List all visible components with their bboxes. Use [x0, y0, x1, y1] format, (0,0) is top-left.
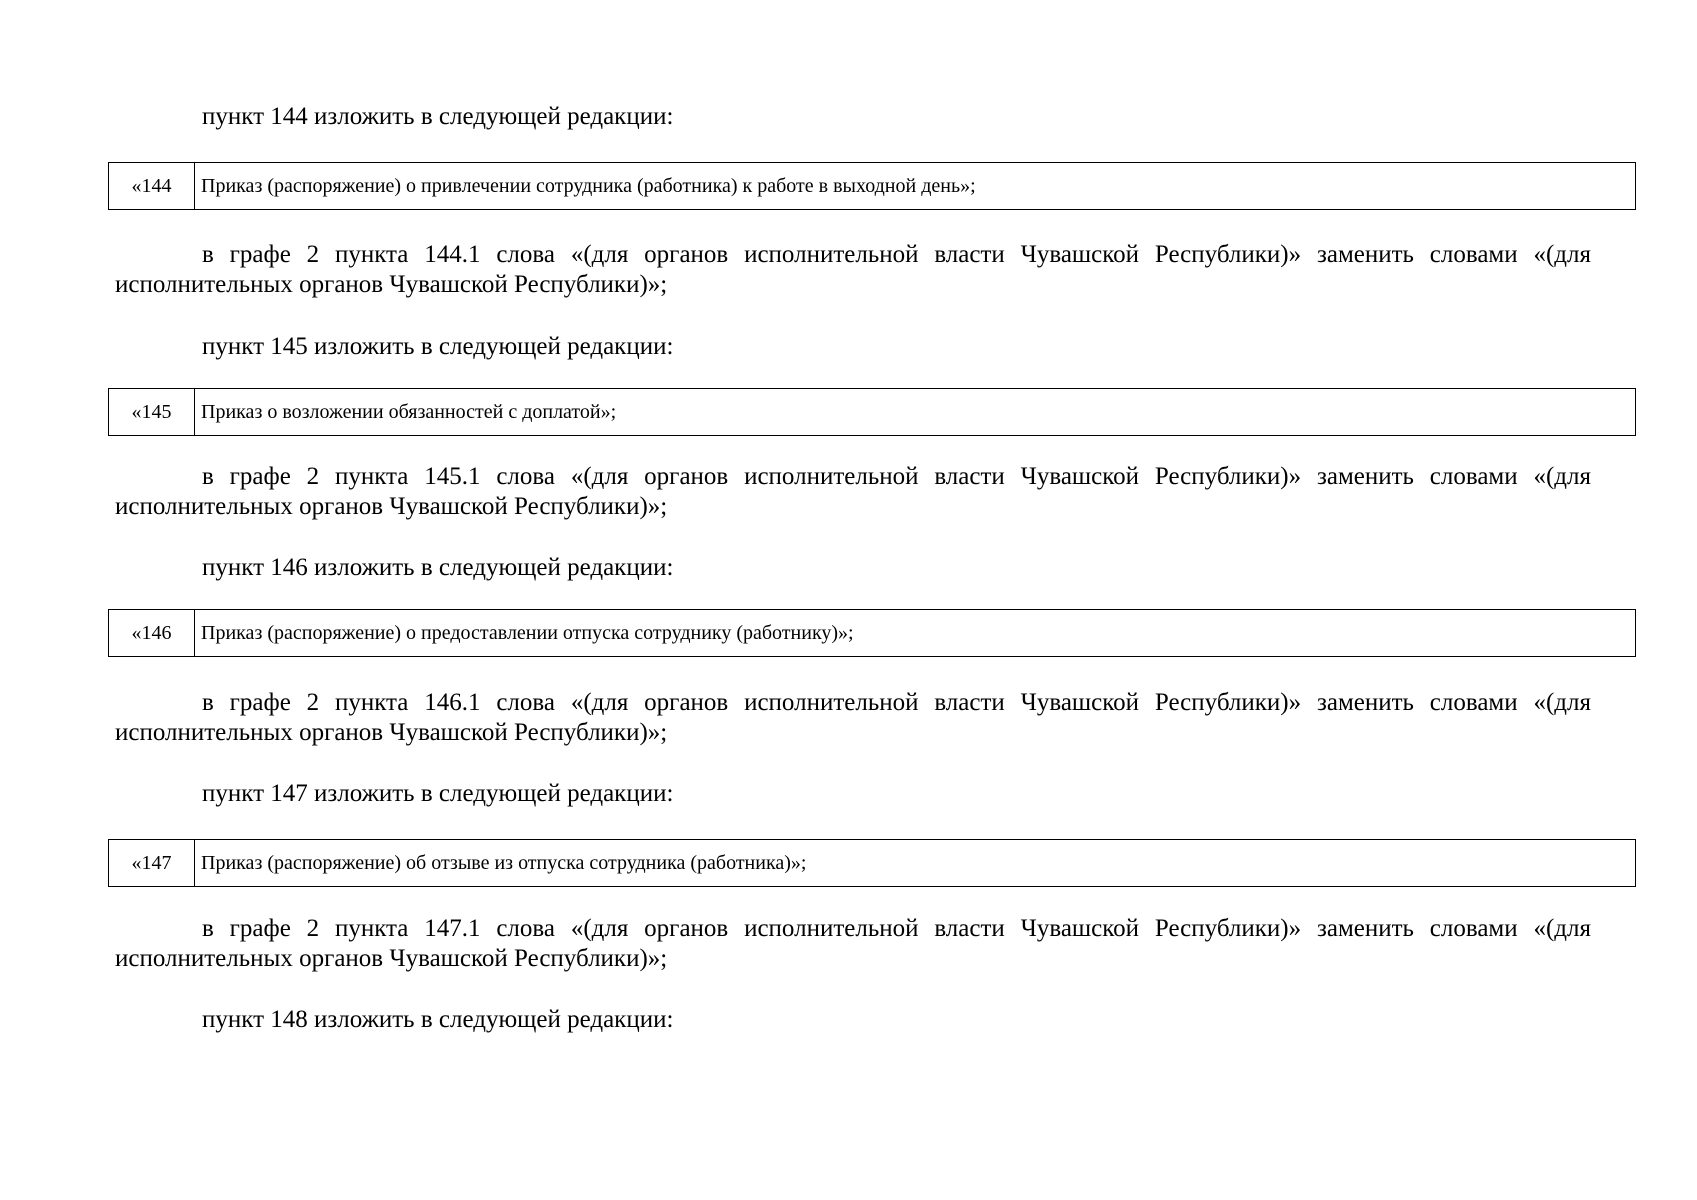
table-row-146 — [108, 609, 1636, 657]
table-row-145 — [108, 388, 1636, 436]
row-number: «146 — [109, 610, 195, 656]
table-row-144 — [108, 162, 1636, 210]
row-number: «144 — [109, 163, 195, 209]
row-text: Приказ (распоряжение) об отзыве из отпуска сотрудника (работника)»; — [201, 851, 807, 874]
instruction-147: пункт 147 изложить в следующей редакции: — [202, 780, 674, 807]
instruction-144: пункт 144 изложить в следующей редакции: — [202, 103, 674, 130]
amendment-145: в графе 2 пункта 145.1 слова «(для органов исполнительной власти Чувашской Республики)» заменить словами «(для исполнительных органов Чувашской Республики)»; — [115, 463, 1591, 520]
row-number: «147 — [109, 840, 195, 886]
row-text: Приказ о возложении обязанностей с доплатой»; — [201, 400, 617, 423]
amendment-144: в графе 2 пункта 144.1 слова «(для органов исполнительной власти Чувашской Республики)» заменить словами «(для исполнительных органов Чувашской Республики)»; — [115, 241, 1591, 298]
row-text: Приказ (распоряжение) о предоставлении отпуска сотруднику (работнику)»; — [201, 621, 854, 644]
instruction-146: пункт 146 изложить в следующей редакции: — [202, 554, 674, 581]
amendment-146: в графе 2 пункта 146.1 слова «(для органов исполнительной власти Чувашской Республики)» заменить словами «(для исполнительных органов Чувашской Республики)»; — [115, 689, 1591, 746]
amendment-147: в графе 2 пункта 147.1 слова «(для органов исполнительной власти Чувашской Республики)» заменить словами «(для исполнительных органов Чувашской Республики)»; — [115, 915, 1591, 972]
table-row-147 — [108, 839, 1636, 887]
instruction-145: пункт 145 изложить в следующей редакции: — [202, 333, 674, 360]
row-text: Приказ (распоряжение) о привлечении сотрудника (работника) к работе в выходной день»; — [201, 174, 976, 197]
instruction-148: пункт 148 изложить в следующей редакции: — [202, 1006, 674, 1033]
row-number: «145 — [109, 389, 195, 435]
